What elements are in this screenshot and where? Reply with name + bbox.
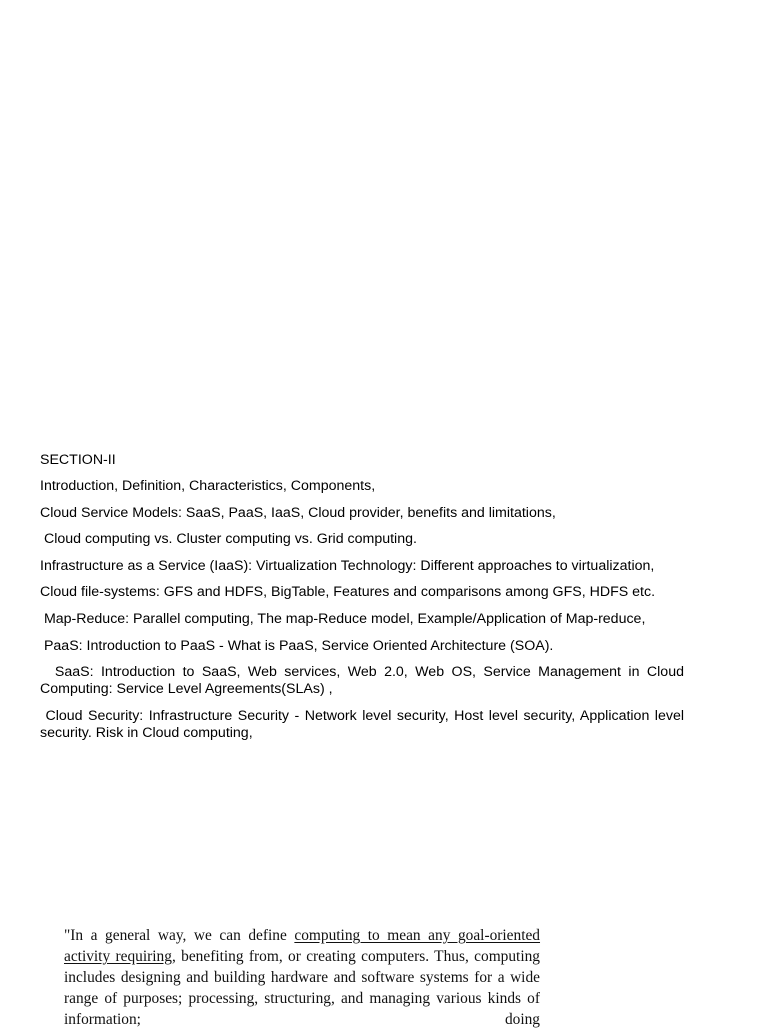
computing-definition-quote [64, 925, 540, 1030]
syllabus-item: Infrastructure as a Service (IaaS): Virtualization Technology: Different approaches to virtualization, [40, 557, 655, 574]
syllabus-item: Cloud Service Models: SaaS, PaaS, IaaS, Cloud provider, benefits and limitations, [40, 504, 556, 521]
syllabus-item: Cloud computing vs. Cluster computing vs. Grid computing. [40, 531, 417, 548]
syllabus-item: SaaS: Introduction to SaaS, Web services, Web 2.0, Web OS, Service Management in Cloud Computing: Service Level Agreements(SLAs) , [40, 664, 688, 698]
syllabus-item: Cloud Security: Infrastructure Security - Network level security, Host level security, Application level security. Risk in Cloud computing, [40, 707, 688, 741]
syllabus-item: PaaS: Introduction to PaaS - What is PaaS, Service Oriented Architecture (SOA). [40, 637, 554, 654]
section-heading: SECTION-II [40, 452, 116, 468]
syllabus-item: Map-Reduce: Parallel computing, The map-Reduce model, Example/Application of Map-reduce, [40, 610, 646, 627]
syllabus-section [40, 452, 688, 751]
syllabus-item: Cloud file-systems: GFS and HDFS, BigTable, Features and comparisons among GFS, HDFS etc. [40, 584, 656, 601]
syllabus-item: Introduction, Definition, Characteristics, Components, [40, 478, 376, 494]
quote-underlined-phrase: computing to mean any goal-oriented activity requiring [64, 927, 541, 965]
quote-text-rest: , benefiting from, or creating computers. Thus, computing includes designing and building hardware and software systems for a wide range of purposes; processing, structuring, and managing various kinds of information; doing [64, 948, 540, 1028]
quote-text-start: "In a general way, we can define [64, 927, 295, 944]
